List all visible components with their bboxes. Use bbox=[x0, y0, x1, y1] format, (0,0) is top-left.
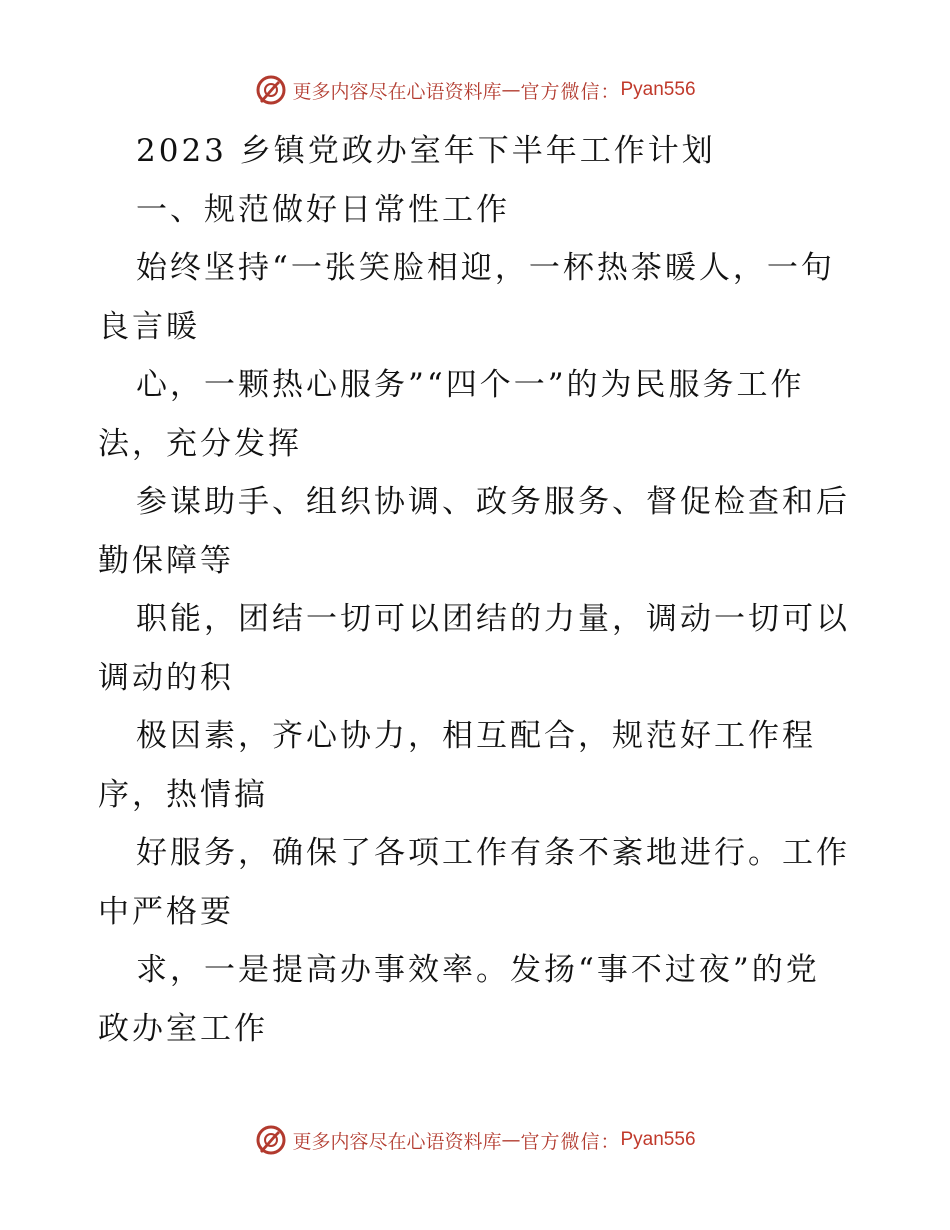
document-title: 2023 乡镇党政办室年下半年工作计划 bbox=[136, 133, 716, 169]
header-watermark bbox=[0, 70, 950, 110]
watermark-wechat-id: Pyan556 bbox=[620, 79, 696, 100]
paragraph-line: 政办室工作 bbox=[98, 1010, 268, 1047]
paragraph-line: 心，一颗热心服务”“四个一”的为民服务工作 bbox=[136, 367, 805, 403]
paragraph-line: 良言暖 bbox=[98, 308, 200, 345]
paragraph-line: 始终坚持“一张笑脸相迎，一杯热茶暖人，一句 bbox=[136, 250, 835, 286]
brand-logo-icon bbox=[254, 73, 288, 107]
paragraph-line: 好服务，确保了各项工作有条不紊地进行。工作 bbox=[136, 835, 850, 871]
watermark-label: 官方微信： bbox=[520, 1130, 621, 1153]
paragraph-line: 勤保障等 bbox=[98, 542, 234, 579]
paragraph-line: 参谋助手、组织协调、政务服务、督促检查和后 bbox=[136, 484, 850, 520]
watermark-label: 官方微信： bbox=[520, 80, 621, 103]
watermark-wechat-id: Pyan556 bbox=[620, 1129, 696, 1150]
watermark-text: 更多内容尽在心语资料库 bbox=[292, 1130, 502, 1153]
paragraph-line: 调动的积 bbox=[98, 659, 234, 696]
watermark-separator: — bbox=[501, 1129, 521, 1151]
paragraph-line: 极因素，齐心协力，相互配合，规范好工作程 bbox=[136, 718, 816, 754]
brand-logo-icon bbox=[254, 1123, 288, 1157]
watermark-separator: — bbox=[501, 79, 521, 101]
footer-watermark bbox=[0, 1120, 950, 1160]
paragraph-line: 求，一是提高办事效率。发扬“事不过夜”的党 bbox=[136, 952, 820, 988]
paragraph-line: 序，热情搞 bbox=[98, 776, 268, 813]
paragraph-line: 法，充分发挥 bbox=[98, 425, 302, 462]
section-heading: 一、规范做好日常性工作 bbox=[136, 191, 510, 228]
document-body bbox=[98, 122, 858, 1058]
paragraph-line: 职能，团结一切可以团结的力量，调动一切可以 bbox=[136, 601, 850, 637]
watermark-text: 更多内容尽在心语资料库 bbox=[292, 80, 502, 103]
paragraph-line: 中严格要 bbox=[98, 893, 234, 930]
